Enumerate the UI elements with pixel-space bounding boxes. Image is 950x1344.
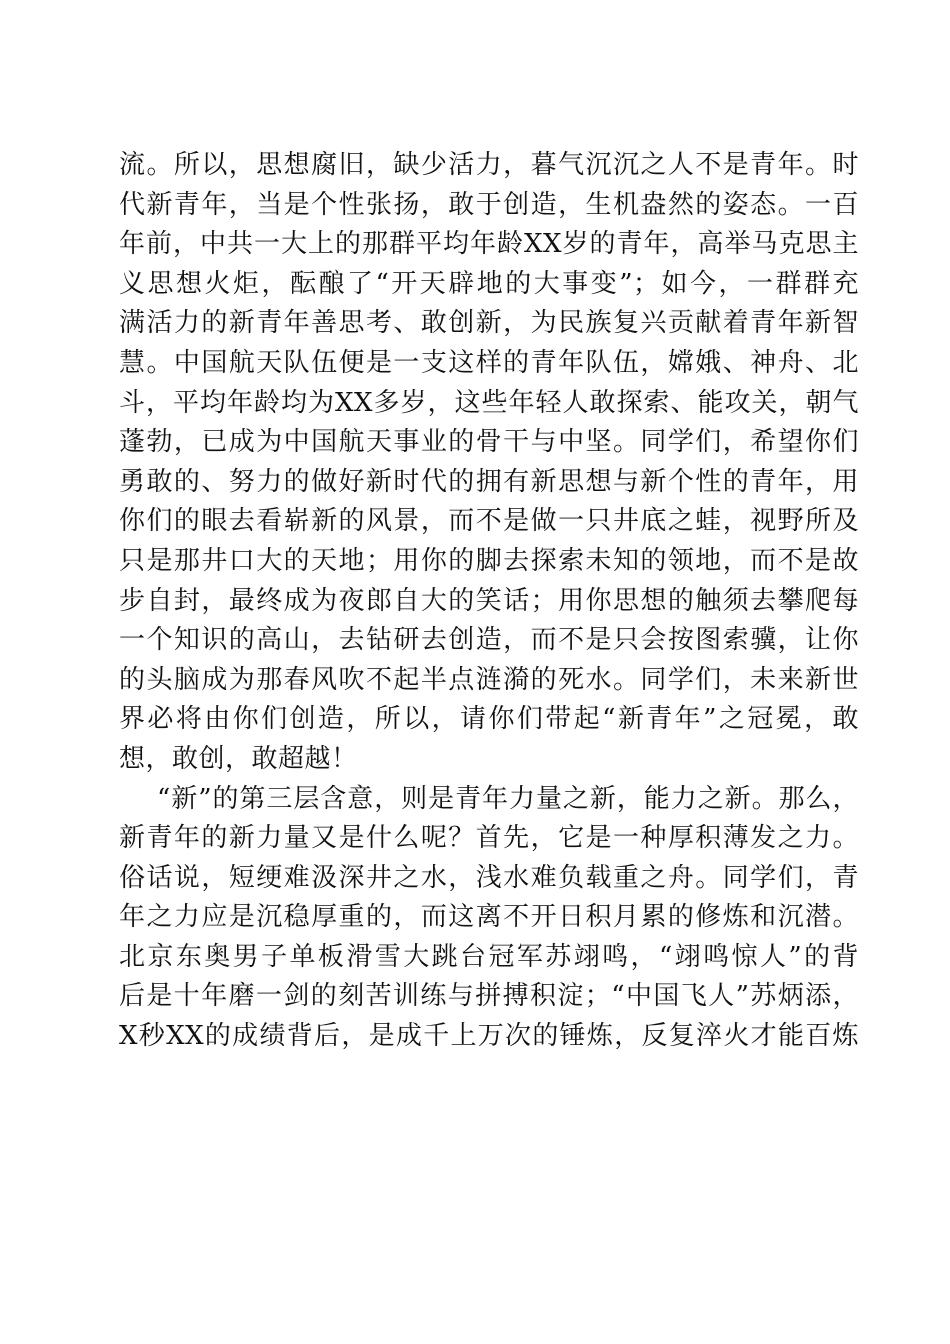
body-text <box>119 146 859 1057</box>
text-line: 想，敢创，敢超越！ <box>119 743 358 774</box>
text-line: 满活力的新青年善思考、敢创新，为民族复兴贡献着青年新智 <box>119 308 859 339</box>
text-line: 义思想火炬，酝酿了“开天辟地的大事变”；如今，一群群充 <box>119 268 859 299</box>
text-line: 流。所以，思想腐旧，缺少活力，暮气沉沉之人不是青年。时 <box>119 150 859 180</box>
text-line: 勇敢的、努力的做好新时代的拥有新思想与新个性的青年，用 <box>119 466 859 497</box>
paragraph-start-line: “新”的第三层含意，则是青年力量之新，能力之新。那么， <box>157 783 859 814</box>
text-line: 代新青年，当是个性张扬，敢于创造，生机盎然的姿态。一百 <box>119 189 859 220</box>
text-line: 的头脑成为那春风吹不起半点涟漪的死水。同学们，未来新世 <box>119 664 859 695</box>
text-line: 斗，平均年龄均为XX多岁，这些年轻人敢探索、能攻关，朝气 <box>119 387 859 418</box>
text-line: X秒XX的成绩背后，是成千上万次的锤炼，反复淬火才能百炼 <box>119 1021 859 1052</box>
text-line: 一个知识的高山，去钻研去创造，而不是只会按图索骥，让你 <box>119 625 859 656</box>
text-line: 后是十年磨一剑的刻苦训练与拼搏积淀；“中国飞人”苏炳添， <box>119 981 859 1012</box>
text-line: 俗话说，短绠难汲深井之水，浅水难负载重之舟。同学们，青 <box>119 862 859 893</box>
text-line: 新青年的新力量又是什么呢？首先，它是一种厚积薄发之力。 <box>119 823 859 854</box>
text-line: 慧。中国航天队伍便是一支这样的青年队伍，嫦娥、神舟、北 <box>119 347 859 378</box>
text-line: 年之力应是沉稳厚重的，而这离不开日积月累的修炼和沉潜。 <box>119 902 859 933</box>
text-line: 蓬勃，已成为中国航天事业的骨干与中坚。同学们，希望你们 <box>119 427 859 458</box>
text-line: 界必将由你们创造，所以，请你们带起“新青年”之冠冕，敢 <box>119 704 859 735</box>
text-line: 北京东奥男子单板滑雪大跳台冠军苏翊鸣，“翊鸣惊人”的背 <box>119 941 859 972</box>
text-line: 只是那井口大的天地；用你的脚去探索未知的领地，而不是故 <box>119 545 859 576</box>
text-line: 你们的眼去看崭新的风景，而不是做一只井底之蛙，视野所及 <box>119 506 859 537</box>
text-line: 步自封，最终成为夜郎自大的笑话；用你思想的触须去攀爬每 <box>119 585 859 616</box>
text-line: 年前，中共一大上的那群平均年龄XX岁的青年，高举马克思主 <box>119 229 859 260</box>
